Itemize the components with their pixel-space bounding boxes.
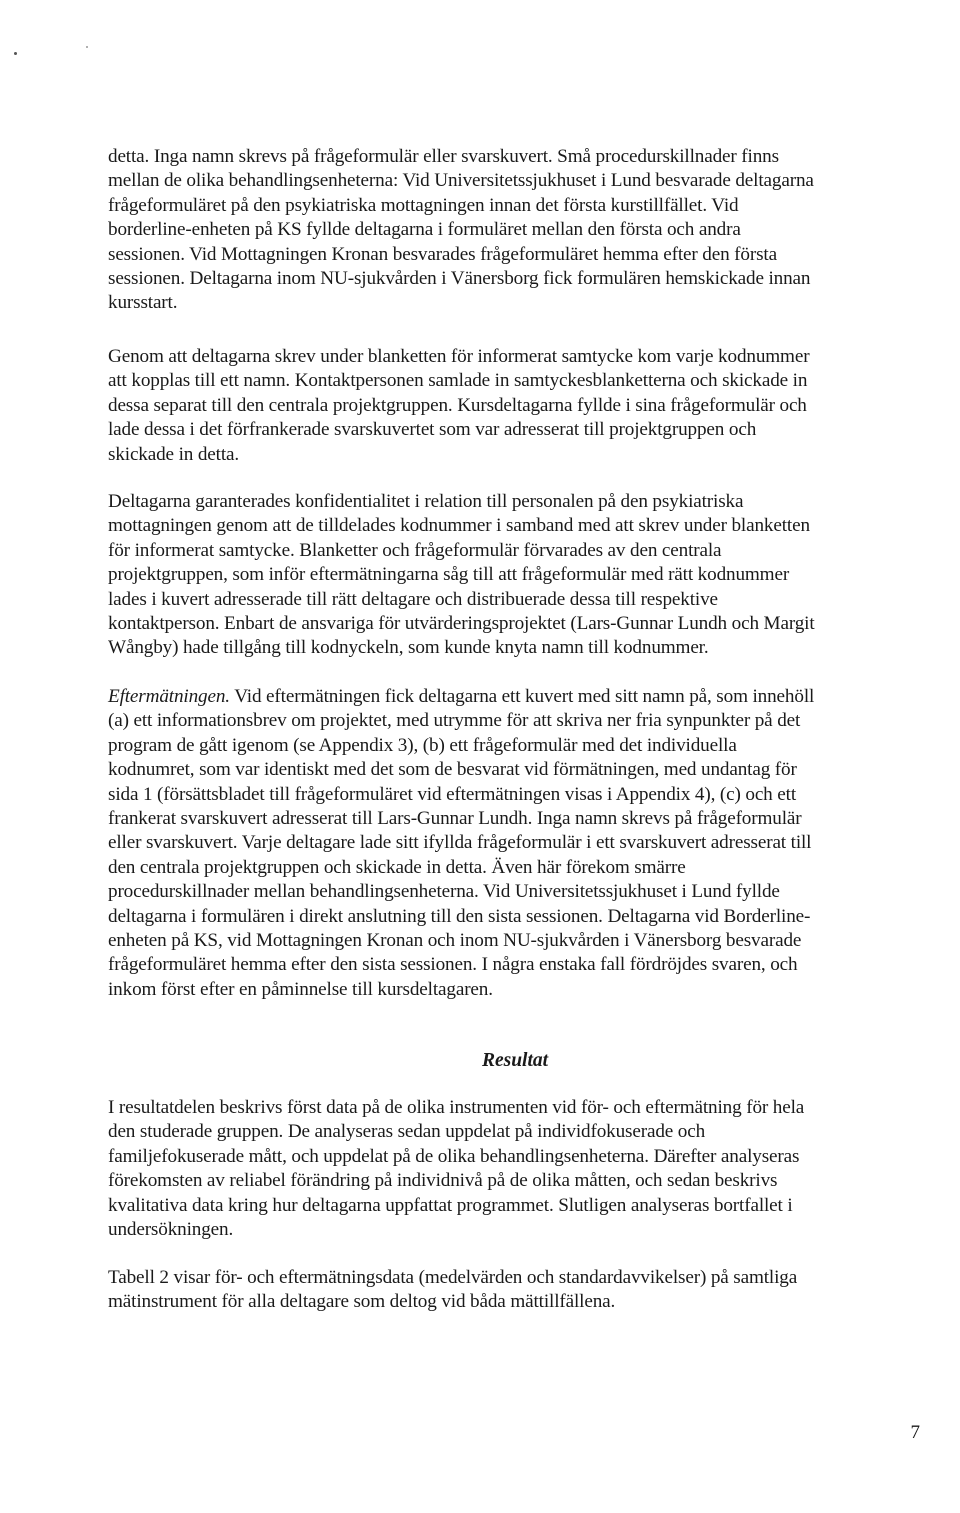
paragraph-consent-coding: Genom att deltagarna skrev under blanketten för informerat samtycke kom varje kodnummer att kopplas till ett namn. Kontaktpersonen samlade in samtyckesblanketterna och skickade in dessa separat till den centrala projektgruppen. Kursdeltagarna fyllde i sina frågeformulär och lade dessa i det förfrankerade svarskuvertet som var adresserat till projektgruppen och skickade in detta. <box>108 346 810 465</box>
paragraph-lead-italic: Eftermätningen. <box>108 686 230 707</box>
section-heading-resultat: Resultat <box>481 1050 549 1071</box>
scan-speck <box>86 46 88 48</box>
paragraph-body: Vid eftermätningen fick deltagarna ett kuvert med sitt namn på, som innehöll (a) ett informationsbrev om projektet, med utrymme för att skriva ner fria synpunkter på det program de gått igenom (se Appendix 3), (b) ett frågeformulär med det individuella kodnumret, som var identiskt med det som de besvarat vid förmätningen, med undantag för sida 1 (försättsbladet till frågeformuläret vid eftermätningen visas i Appendix 4), (c) och ett frankerat svarskuvert adresserat till Lars-Gunnar Lundh. Inga namn skrevs på frågeformulär eller svarskuvert. Varje deltagare lade sitt ifyllda frågeformulär i ett svarskuvert adresserat till den centrala projektgruppen och skickade in detta. Även här förekom smärre procedurskillnader mellan behandlingsenheterna. Vid Universitetssjukhuset i Lund fyllde deltagarna i formulären i direkt anslutning till den sista sessionen. Deltagarna vid Borderline- enheten på KS, vid Mottagningen Kronan och inom NU-sjukvården i Vänersborg besvarade frågeformuläret hemma efter den sista sessionen. I några enstaka fall fördröjdes svaren, och inkom först efter en påminnelse till kursdeltagaren. <box>108 686 815 1000</box>
paragraph-table-reference: Tabell 2 visar för- och eftermätningsdata (medelvärden och standardavvikelser) på samtliga mätinstrument för alla deltagare som deltog vid båda mättillfällena. <box>108 1267 798 1313</box>
paragraph-results-overview: I resultatdelen beskrivs först data på de olika instrumenten vid för- och eftermätning för hela den studerade gruppen. De analyseras sedan uppdelat på individfokuserade och familjefokuserade mått, och uppdelat på de olika behandlingsenheterna. Därefter analyseras förekomsten av reliabel förändring på individnivå på de olika måtten, och sedan beskrivs kvalitativa data kring hur deltagarna uppfattat programmet. Slutligen analyseras bortfallet i undersökningen. <box>108 1097 805 1241</box>
page-number: 7 <box>910 1422 920 1443</box>
paragraph-procedure-differences: detta. Inga namn skrevs på frågeformulär eller svarskuvert. Små procedurskillnader finns mellan de olika behandlingsenheterna: Vid Universitetssjukhuset i Lund besvarade deltagarna frågeformuläret på den psykiatriska mottagningen innan det första kurstillfället. Vid borderline-enheten på KS fyllde deltagarna i formuläret mellan den första och andra sessionen. Vid Mottagningen Kronan besvarades frågeformuläret hemma efter den första sessionen. Deltagarna inom NU-sjukvården i Vänersborg fick formulären hemskickade innan kursstart. <box>108 146 814 314</box>
paragraph-confidentiality: Deltagarna garanterades konfidentialitet i relation till personalen på den psykiatriska mottagningen genom att de tilldelades kodnummer i samband med att skrev under blanketten för informerat samtycke. Blanketter och frågeformulär förvarades av den centrala projektgruppen, som inför eftermätningarna såg till att frågeformulär med rätt kodnummer lades i kuvert adresserade till rätt deltagare och distribuerade dessa till respektive kontaktperson. Enbart de ansvariga för utvärderingsprojektet (Lars-Gunnar Lundh och Margit Wångby) hade tillgång till kodnyckeln, som kunde knyta namn till kodnummer. <box>108 491 815 659</box>
scan-speck <box>14 52 17 55</box>
paragraph-eftermatningen <box>108 685 908 1002</box>
